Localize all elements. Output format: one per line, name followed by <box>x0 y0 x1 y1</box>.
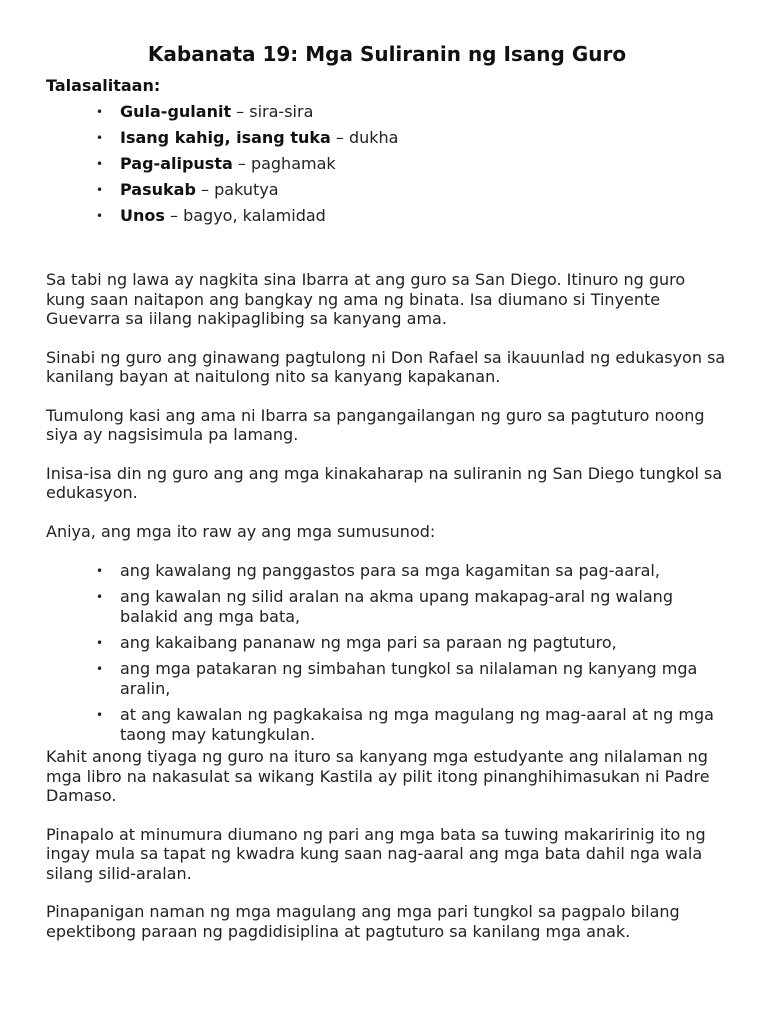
vocabulary-item <box>46 180 728 200</box>
vocabulary-heading: Talasalitaan: <box>46 76 161 95</box>
problem-text: ang kawalang ng panggastos para sa mga kagamitan sa pag-aaral, <box>120 561 660 580</box>
body-paragraph: Pinapalo at minumura diumano ng pari ang mga bata sa tuwing makaririnig ito ng ingay mula sa tapat ng kwadra kung saan nag-aaral ang mga bata dahil nga wala silang silid-aralan. <box>46 824 706 883</box>
vocabulary-term: Unos <box>120 206 165 225</box>
body-paragraph: Kahit anong tiyaga ng guro na ituro sa kanyang mga estudyante ang nilalaman ng mga libro na nakasulat sa wikang Kastila ay pilit itong pinanghihimasukan ni Padre Damaso. <box>46 747 710 805</box>
vocabulary-separator: – <box>330 128 349 147</box>
problem-item <box>46 659 728 699</box>
problem-item <box>46 705 728 745</box>
body-paragraph: Sa tabi ng lawa ay nagkita sina Ibarra at ang guro sa San Diego. Itinuro ng guro kung saan naitapon ang bangkay ng ama ng binata. Isa diumano si Tinyente Guevarra sa iilang nakipaglibing sa kanyang ama. <box>46 270 686 328</box>
vocabulary-item <box>46 128 728 148</box>
bullet-icon: • <box>96 131 104 145</box>
body-paragraph: Pinapanigan naman ng mga magulang ang mga pari tungkol sa pagpalo bilang epektibong paraan ng pagdidisiplina at pagtuturo sa kanilang mga anak. <box>46 902 680 941</box>
body-paragraph: Tumulong kasi ang ama ni Ibarra sa pangangailangan ng guro sa pagtuturo noong siya ay nagsisimula pa lamang. <box>46 405 705 444</box>
vocabulary-separator: – <box>232 154 251 173</box>
problem-item <box>46 587 728 627</box>
bullet-icon: • <box>96 708 104 722</box>
vocabulary-definition: sira-sira <box>249 102 314 121</box>
problem-text: ang kawalan ng silid aralan na akma upang makapag-aral ng walang balakid ang mga bata, <box>120 587 673 626</box>
bullet-icon: • <box>96 157 104 171</box>
problems-list <box>46 561 728 745</box>
body-paragraph: Sinabi ng guro ang ginawang pagtulong ni Don Rafael sa ikauunlad ng edukasyon sa kanilang bayan at naitulong nito sa kanyang kapakanan. <box>46 347 726 386</box>
bullet-icon: • <box>96 105 104 119</box>
problem-text: ang mga patakaran ng simbahan tungkol sa nilalaman ng kanyang mga aralin, <box>120 659 698 698</box>
bullet-icon: • <box>96 209 104 223</box>
vocabulary-separator: – <box>195 180 215 199</box>
body-paragraph: Aniya, ang mga ito raw ay ang mga sumusunod: <box>46 521 436 541</box>
vocabulary-separator: – <box>164 206 184 225</box>
problem-text: at ang kawalan ng pagkakaisa ng mga magulang ng mag-aaral at ng mga taong may katungkulan. <box>120 705 714 744</box>
vocabulary-list <box>46 102 728 226</box>
problem-item <box>46 633 728 653</box>
bullet-icon: • <box>96 636 104 650</box>
bullet-icon: • <box>96 662 104 676</box>
bullet-icon: • <box>96 564 104 578</box>
vocabulary-item <box>46 154 728 174</box>
bullet-icon: • <box>96 183 104 197</box>
page-title: Kabanata 19: Mga Suliranin ng Isang Guro <box>147 42 627 66</box>
problem-item <box>46 561 728 581</box>
vocabulary-term: Gula-gulanit <box>120 102 232 121</box>
vocabulary-definition: dukha <box>348 128 399 147</box>
vocabulary-term: Pasukab <box>120 180 196 199</box>
vocabulary-item <box>46 206 728 226</box>
vocabulary-item <box>46 102 728 122</box>
problem-text: ang kakaibang pananaw ng mga pari sa paraan ng pagtuturo, <box>120 633 617 652</box>
bullet-icon: • <box>96 590 104 604</box>
body-paragraph: Inisa-isa din ng guro ang ang mga kinakaharap na suliranin ng San Diego tungkol sa edukasyon. <box>46 463 723 502</box>
vocabulary-definition: paghamak <box>250 154 336 173</box>
vocabulary-term: Pag-alipusta <box>120 154 233 173</box>
vocabulary-separator: – <box>231 102 250 121</box>
vocabulary-definition: pakutya <box>214 180 279 199</box>
vocabulary-term: Isang kahig, isang tuka <box>120 128 331 147</box>
vocabulary-definition: bagyo, kalamidad <box>183 206 326 225</box>
